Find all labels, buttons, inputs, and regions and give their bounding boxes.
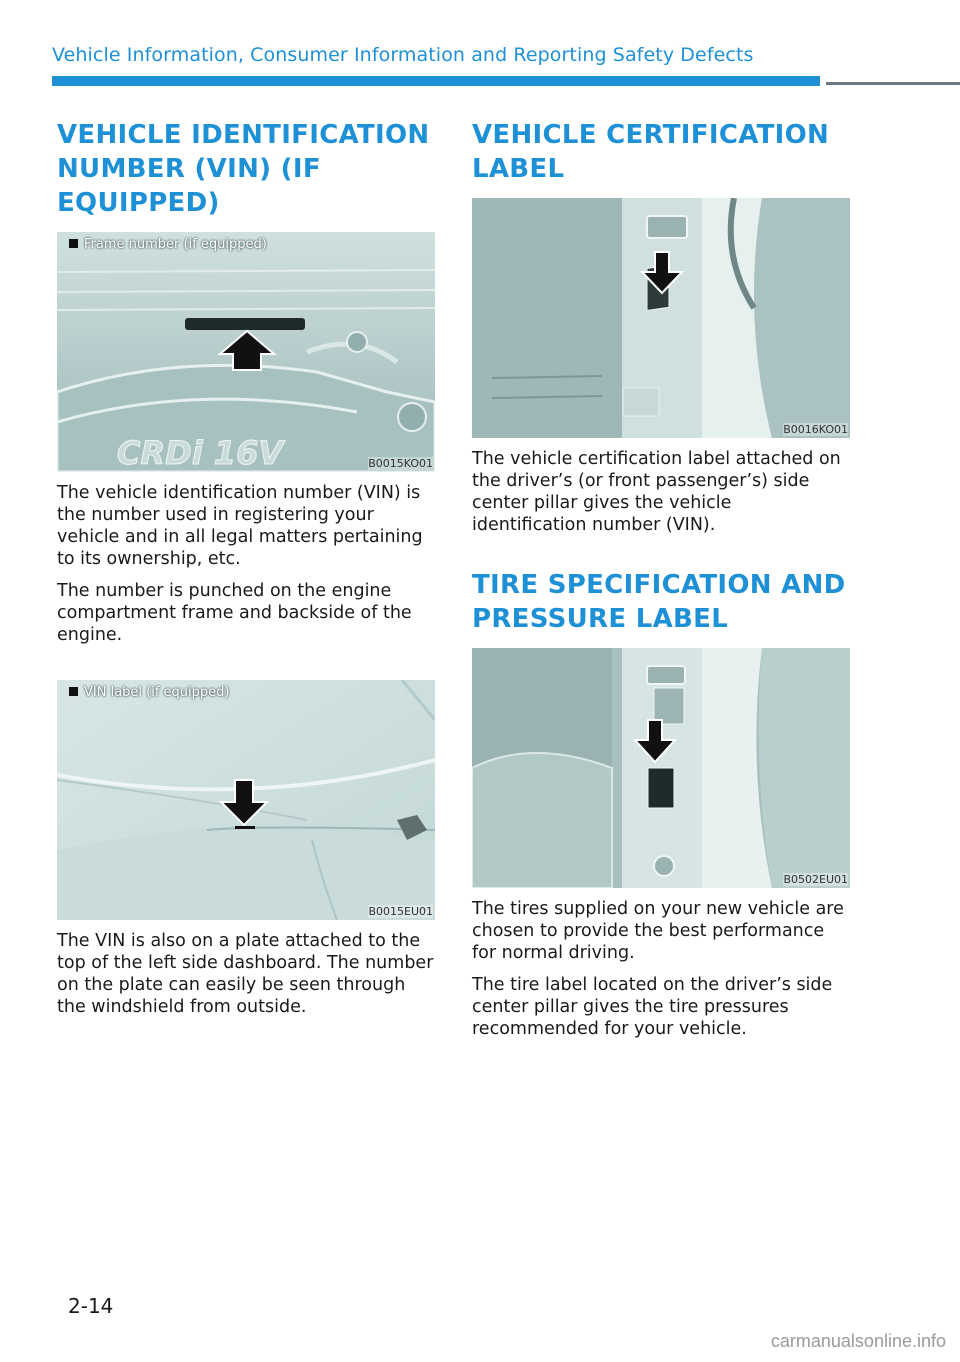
- square-bullet-icon: [69, 239, 78, 248]
- tire-label-figure: [472, 648, 850, 888]
- vin-heading: VEHICLE IDENTIFICATION NUMBER (VIN) (IF EQUIPPED): [57, 120, 430, 218]
- figure-code: B0016KO01: [783, 423, 848, 436]
- frame-number-figure: [57, 232, 435, 472]
- caption-text: VIN label (if equipped): [84, 685, 230, 700]
- tire-paragraph-2: The tire label located on the driver’s side center pillar gives the tire pressures recommended for your vehicle.: [472, 975, 833, 1039]
- figure-code: B0015EU01: [368, 905, 433, 918]
- dashboard-illustration: [57, 680, 435, 920]
- tire-pillar-illustration: [472, 648, 850, 888]
- header-accent-bar: [52, 76, 820, 86]
- watermark: carmanualsonline.info: [770, 1331, 946, 1351]
- figure-code: B0015KO01: [368, 457, 433, 470]
- vin-paragraph-3: The VIN is also on a plate attached to the top of the left side dashboard. The number on the plate can easily be seen through the windshield from outside.: [57, 931, 434, 1017]
- left-column: [57, 118, 435, 1018]
- certification-paragraph: The vehicle certification label attached on the driver’s (or front passenger’s) side center pillar gives the vehicle identification number (VIN).: [472, 449, 841, 535]
- tire-paragraph-1: The tires supplied on your new vehicle are chosen to provide the best performance for normal driving.: [472, 899, 844, 963]
- caption-text: Frame number (if equipped): [84, 237, 267, 252]
- figure-caption: [69, 685, 229, 700]
- page-number: 2-14: [68, 1294, 114, 1318]
- figure-code: B0502EU01: [783, 873, 848, 886]
- certification-label-figure: [472, 198, 850, 438]
- engine-cover-text: CRDi 16V: [117, 434, 284, 472]
- header-rule: [826, 82, 960, 85]
- certification-heading: VEHICLE CERTIFICATION LABEL: [472, 120, 830, 184]
- vin-paragraph-1: The vehicle identification number (VIN) is the number used in registering your vehicle and in all legal matters pertaining to its ownership, etc.: [57, 483, 423, 569]
- tire-label-heading: TIRE SPECIFICATION AND PRESSURE LABEL: [472, 570, 846, 634]
- vin-paragraph-2: The number is punched on the engine compartment frame and backside of the engine.: [57, 581, 412, 645]
- door-pillar-illustration: [472, 198, 850, 438]
- right-column: [472, 118, 850, 1040]
- square-bullet-icon: [69, 687, 78, 696]
- running-header: Vehicle Information, Consumer Information and Reporting Safety Defects: [52, 44, 754, 66]
- figure-caption: [69, 237, 267, 252]
- vin-label-figure: [57, 680, 435, 920]
- engine-bay-illustration: [57, 232, 435, 472]
